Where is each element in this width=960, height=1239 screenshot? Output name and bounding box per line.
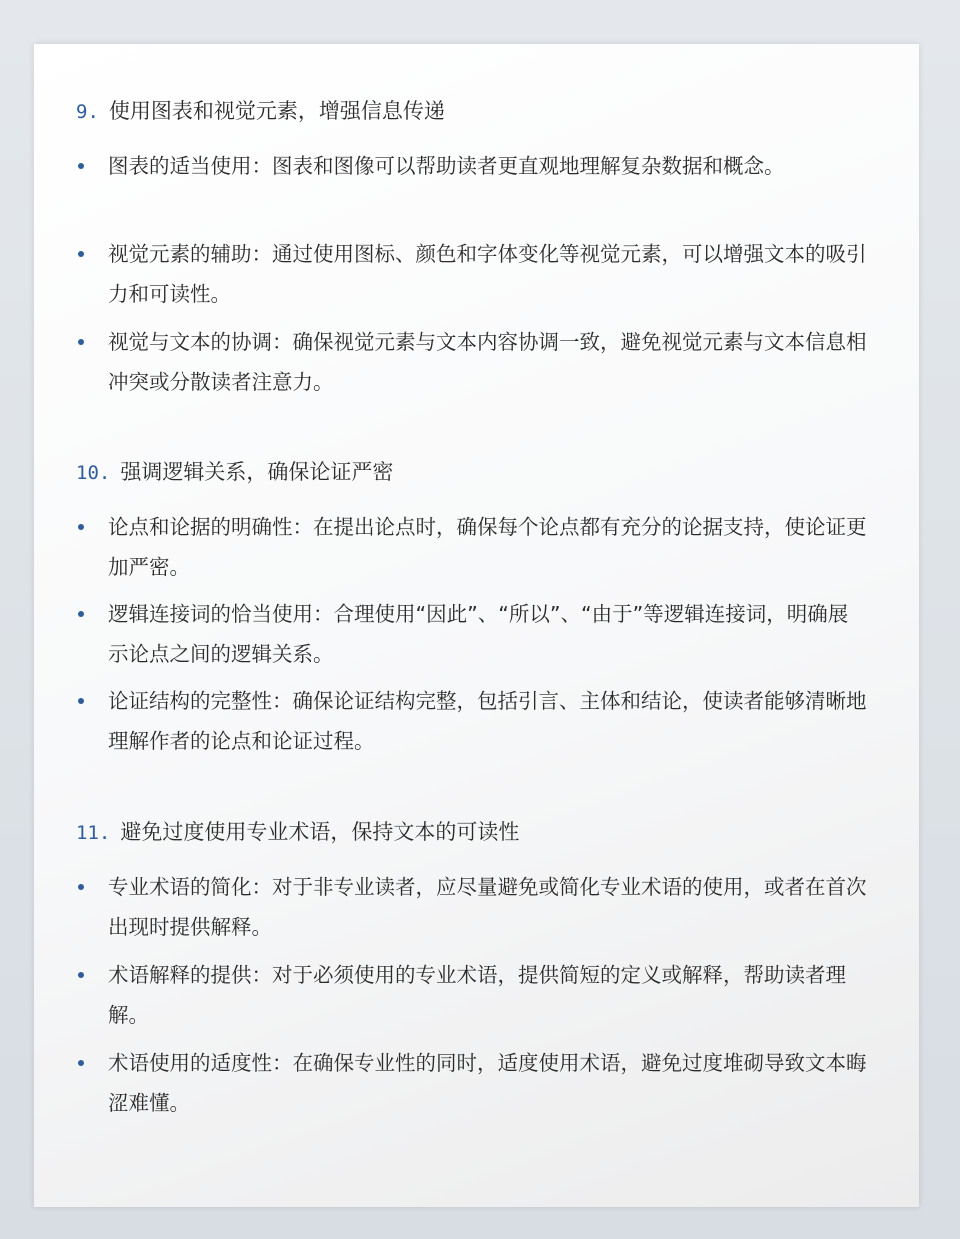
bullet-dot-icon bbox=[78, 611, 84, 617]
section-title: 强调逻辑关系，确保论证严密 bbox=[120, 460, 394, 484]
section-heading bbox=[76, 96, 445, 127]
bullet-dot-icon bbox=[78, 698, 84, 704]
list-item-text: 专业术语的简化：对于非专业读者，应尽量避免或简化专业术语的使用，或者在首次出现时提供解释。 bbox=[108, 875, 867, 939]
list-item-text: 论证结构的完整性：确保论证结构完整，包括引言、主体和结论，使读者能够清晰地理解作者的论点和论证过程。 bbox=[108, 689, 867, 753]
section-title: 使用图表和视觉元素，增强信息传递 bbox=[108, 99, 445, 123]
bullet-dot-icon bbox=[78, 251, 84, 257]
list-item-text: 视觉元素的辅助：通过使用图标、颜色和字体变化等视觉元素，可以增强文本的吸引力和可读性。 bbox=[108, 242, 867, 306]
section-number: 11. bbox=[76, 822, 111, 844]
list-item-text: 论点和论据的明确性：在提出论点时，确保每个论点都有充分的论据支持，使论证更加严密。 bbox=[108, 515, 867, 579]
section-heading bbox=[76, 457, 393, 488]
list-item-text: 逻辑连接词的恰当使用：合理使用“因此”、“所以”、“由于”等逻辑连接词，明确展示论点之间的逻辑关系。 bbox=[108, 602, 849, 666]
document-card bbox=[34, 44, 919, 1207]
bullet-dot-icon bbox=[78, 1060, 84, 1066]
bullet-dot-icon bbox=[78, 972, 84, 978]
bullet-dot-icon bbox=[78, 524, 84, 530]
section-heading bbox=[76, 817, 519, 848]
list-item-text: 术语使用的适度性：在确保专业性的同时，适度使用术语，避免过度堆砌导致文本晦涩难懂。 bbox=[108, 1051, 867, 1115]
bullet-dot-icon bbox=[78, 884, 84, 890]
list-item-text: 视觉与文本的协调：确保视觉元素与文本内容协调一致，避免视觉元素与文本信息相冲突或分散读者注意力。 bbox=[108, 330, 867, 394]
section-number: 10. bbox=[76, 462, 111, 484]
section-title: 避免过度使用专业术语，保持文本的可读性 bbox=[120, 820, 520, 844]
section-number: 9. bbox=[76, 101, 99, 123]
list-item-text: 图表的适当使用：图表和图像可以帮助读者更直观地理解复杂数据和概念。 bbox=[108, 154, 785, 178]
list-item-text: 术语解释的提供：对于必须使用的专业术语，提供简短的定义或解释，帮助读者理解。 bbox=[108, 963, 846, 1027]
bullet-dot-icon bbox=[78, 163, 84, 169]
bullet-dot-icon bbox=[78, 339, 84, 345]
